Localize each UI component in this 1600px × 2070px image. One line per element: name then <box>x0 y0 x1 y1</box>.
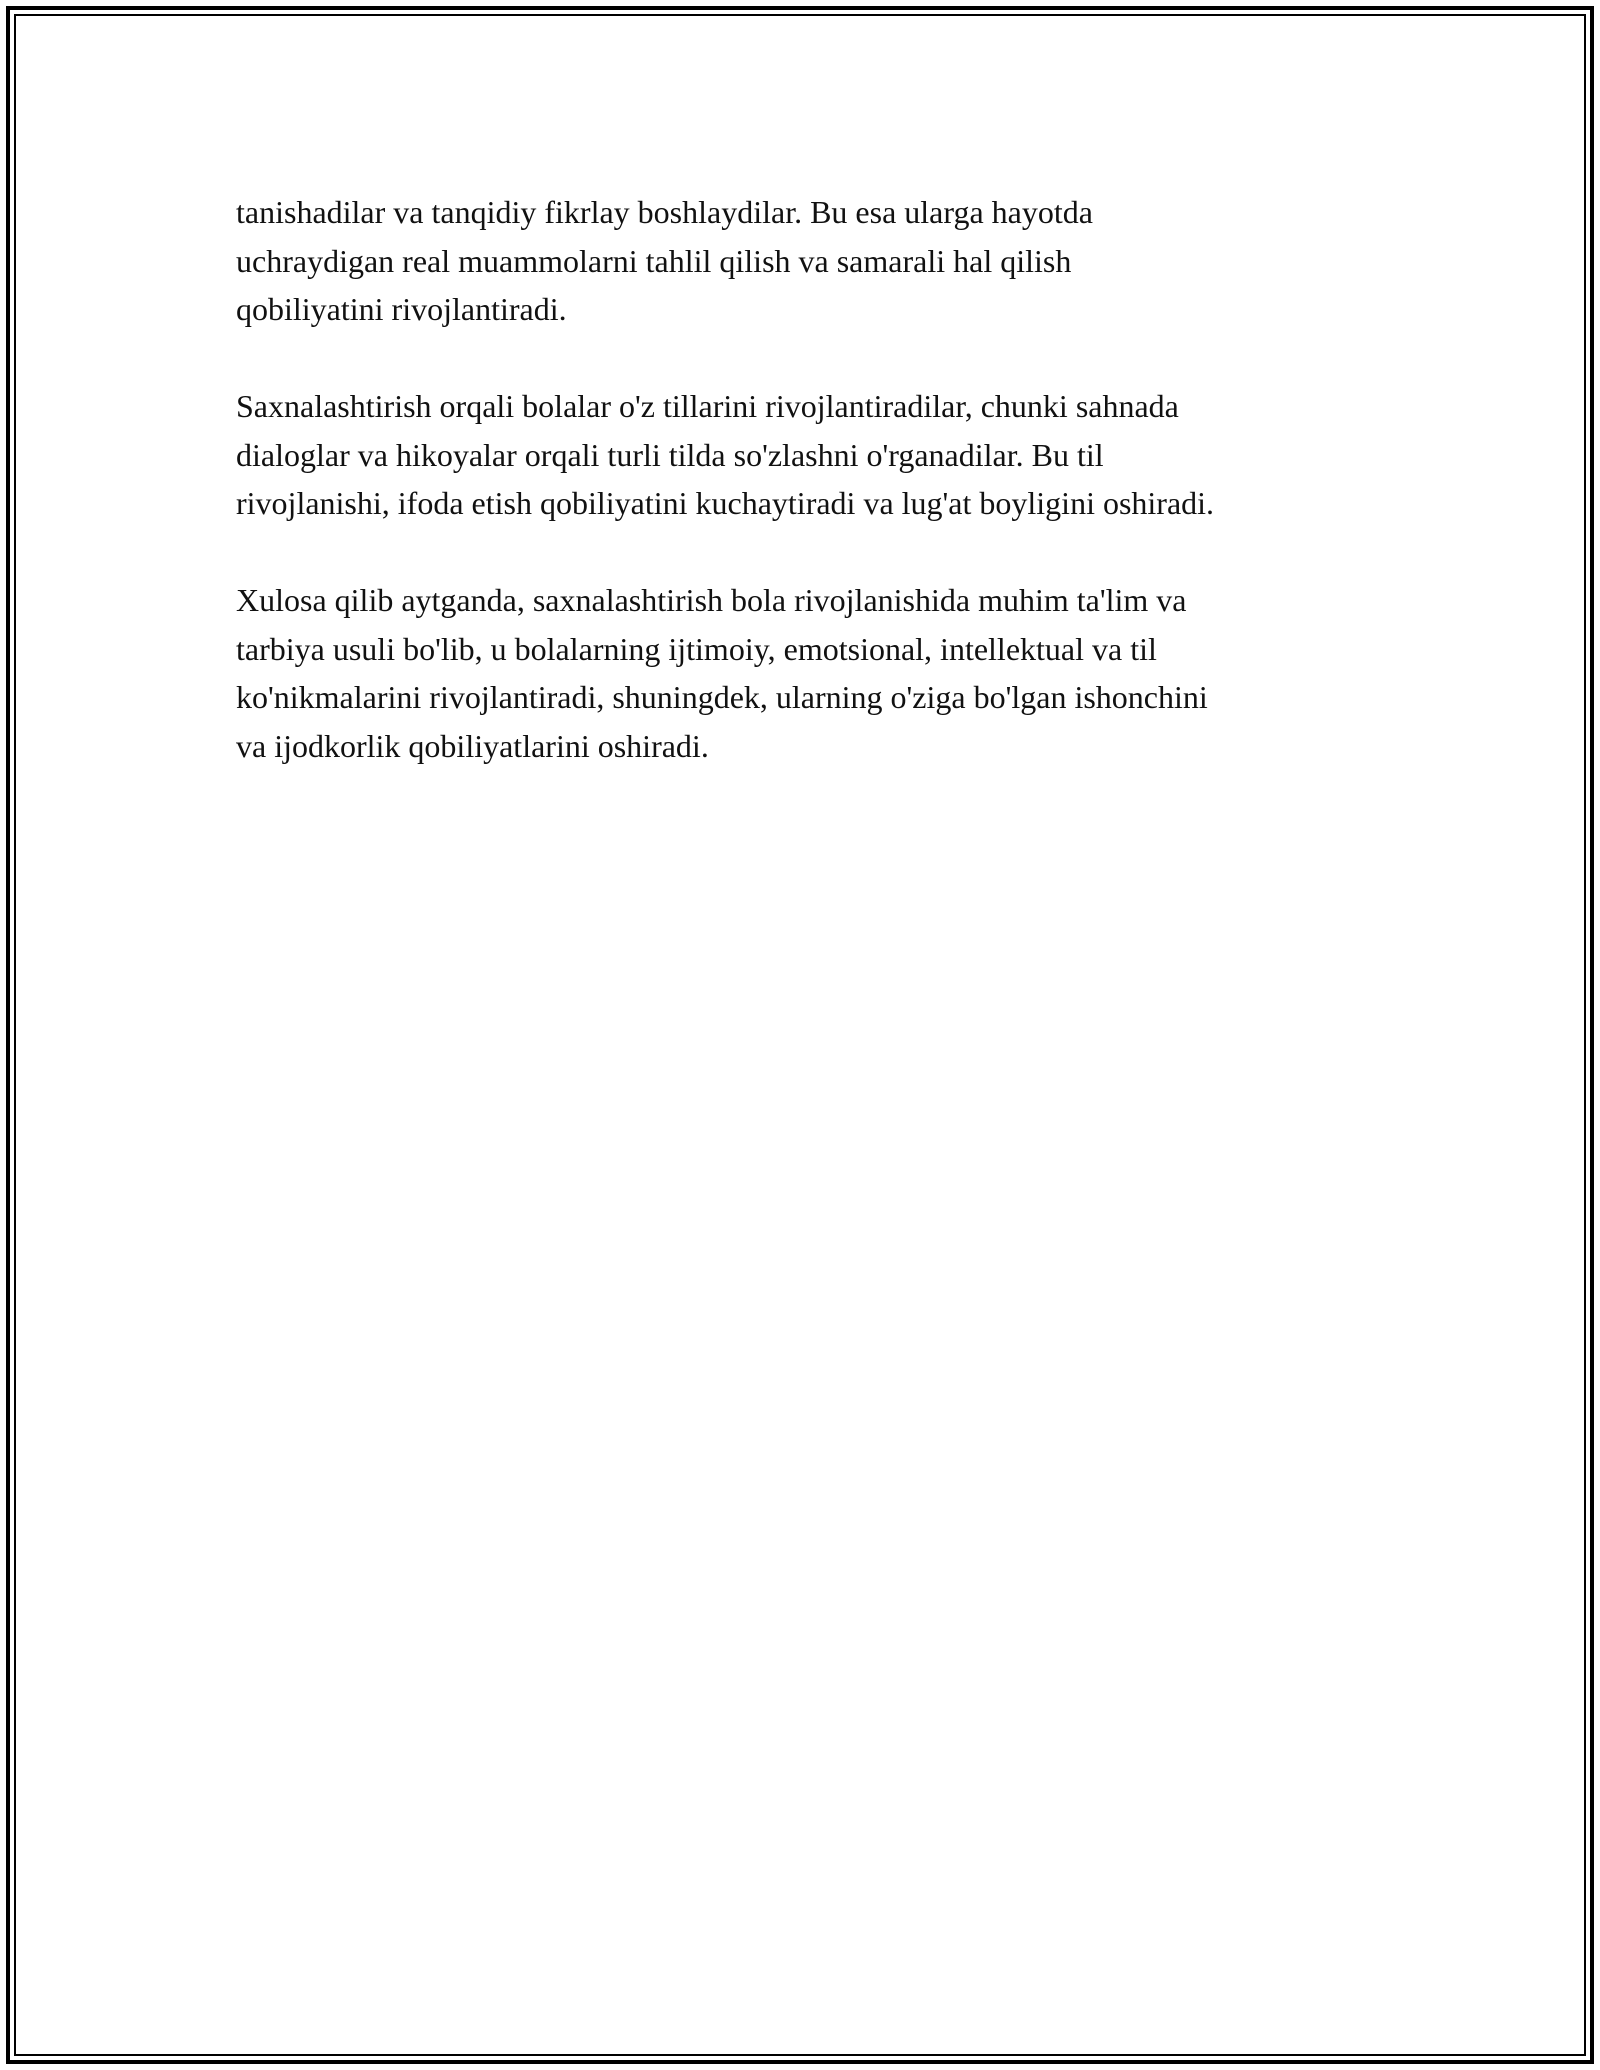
text-line: dialoglar va hikoyalar orqali turli tilda so'zlashni o'rganadilar. Bu til <box>236 436 1104 473</box>
text-line: tanishadilar va tanqidiy fikrlay boshlaydilar. Bu esa ularga hayotda <box>236 194 1093 230</box>
text-line: tarbiya usuli bo'lib, u bolalarning ijtimoiy, emotsional, intellektual va til <box>236 630 1157 667</box>
text-line: va ijodkorlik qobiliyatlarini oshiradi. <box>236 727 709 764</box>
paragraph <box>236 382 1376 528</box>
text-line: Xulosa qilib aytganda, saxnalashtirish bola rivojlanishida muhim ta'lim va <box>236 582 1187 618</box>
paragraph <box>236 576 1376 770</box>
text-line: uchraydigan real muammolarni tahlil qilish va samarali hal qilish <box>236 242 1072 279</box>
text-line: qobiliyatini rivojlantiradi. <box>236 291 567 327</box>
paragraph <box>236 188 1376 334</box>
document-body <box>236 188 1376 819</box>
text-line: rivojlanishi, ifoda etish qobiliyatini kuchaytiradi va lug'at boyligini oshiradi. <box>236 485 1215 521</box>
text-line: ko'nikmalarini rivojlantiradi, shuningdek, ularning o'ziga bo'lgan ishonchini <box>236 679 1208 715</box>
text-line: Saxnalashtirish orqali bolalar o'z tillarini rivojlantiradilar, chunki sahnada <box>236 388 1179 424</box>
